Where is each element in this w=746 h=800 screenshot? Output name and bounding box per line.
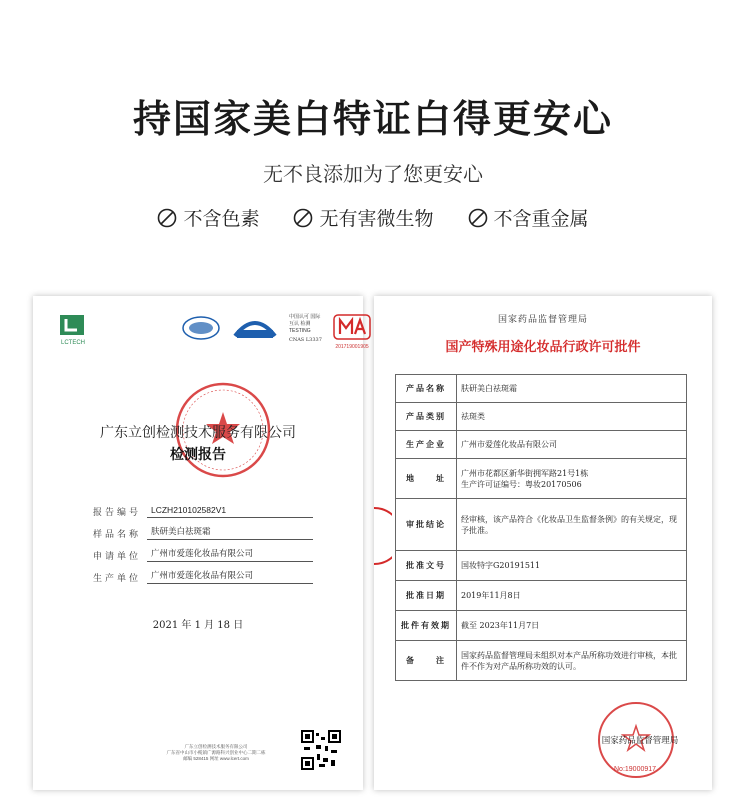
table-row: [396, 581, 687, 611]
lab-name: 广东立创检测技术服务有限公司: [100, 425, 296, 441]
row-value: 国妆特字G20191511: [457, 551, 687, 581]
report-field-row: [93, 518, 313, 540]
field-value: 广州市爱莲化妆品有限公司: [147, 569, 313, 584]
table-row: [396, 551, 687, 581]
row-value: 经审核，该产品符合《化妆品卫生监督条例》的有关规定，现予批准。: [457, 499, 687, 551]
agency-signature: 国家药品监督管理局: [601, 736, 679, 746]
cnas-icon: [231, 314, 279, 342]
row-value: 截至 2023年11月7日: [457, 611, 687, 641]
page-headline: 持国家美白特证白得更安心: [132, 97, 613, 141]
cma-icon: [333, 314, 371, 340]
field-label: 报告编号: [93, 508, 142, 518]
prohibited-icon: [293, 208, 313, 228]
cnas-id: CNAS L3337: [289, 337, 322, 343]
permit-table: [395, 374, 687, 681]
prohibited-icon: [468, 208, 488, 228]
report-field-row: [93, 562, 313, 584]
test-report-document: [33, 296, 369, 790]
cnas-text: 中国认可 国际互认 检测 TESTING: [289, 314, 321, 334]
row-value: 广州市花都区新华街拥军路21号1栋 生产许可证编号：粤妆20170506: [457, 459, 687, 499]
field-label: 样品名称: [93, 530, 142, 540]
table-row: [396, 375, 687, 403]
feature-item: [157, 204, 259, 231]
lctech-logo-text: LCTECH: [60, 340, 85, 346]
row-label: 批准日期: [396, 581, 457, 611]
certification-logos: [181, 314, 371, 350]
report-field-row: [93, 496, 313, 518]
prohibited-icon: [157, 208, 177, 228]
row-label: 备 注: [396, 641, 457, 681]
row-value: 肤研美白祛斑霜: [457, 375, 687, 403]
table-row: [396, 403, 687, 431]
footer-line: 广东省中山市小榄镇广源路科兴创业中心二期二栋: [166, 750, 266, 755]
table-row: [396, 431, 687, 459]
row-value: 国家药品监督管理局未组织对本产品所称功效进行审核，本批件不作为对产品所称功效的认可。: [457, 641, 687, 681]
footer-line: 邮编 528415 网址 www.lcert.com: [183, 756, 249, 761]
field-value: LCZH210102582V1: [147, 505, 313, 518]
row-label: 批准文号: [396, 551, 457, 581]
row-label: 产品类别: [396, 403, 457, 431]
field-value: 广州市爱莲化妆品有限公司: [147, 547, 313, 562]
feature-item: [468, 204, 589, 231]
page-subline: 无不良添加为了您更安心: [263, 162, 483, 186]
table-row: [396, 499, 687, 551]
ilac-mra-icon: [181, 314, 221, 342]
feature-label: 不含重金属: [493, 208, 589, 230]
row-label: 地 址: [396, 459, 457, 499]
report-fields: [93, 496, 313, 584]
row-value: 广州市爱莲化妆品有限公司: [457, 431, 687, 459]
cma-mark: [333, 314, 371, 350]
table-row: [396, 641, 687, 681]
row-label: 审批结论: [396, 499, 457, 551]
row-label: 批件有效期: [396, 611, 457, 641]
row-label: 产品名称: [396, 375, 457, 403]
field-label: 生产单位: [93, 574, 142, 584]
cnas-info: [289, 314, 323, 343]
row-value: 祛斑类: [457, 403, 687, 431]
report-date: 2021 年 1 月 18 日: [152, 620, 244, 631]
permit-agency: 国家药品监督管理局: [497, 315, 588, 325]
field-value: 肤研美白祛斑霜: [147, 525, 313, 540]
permit-document: [374, 296, 712, 790]
report-footer: [141, 744, 291, 762]
lctech-logo: [55, 314, 91, 346]
feature-label: 不含色素: [183, 208, 260, 230]
cma-number: 201719001905: [335, 344, 369, 350]
report-title: 检测报告: [170, 447, 226, 463]
permit-title: 国产特殊用途化妆品行政许可批件: [445, 340, 641, 355]
field-label: 申请单位: [93, 552, 142, 562]
report-field-row: [93, 540, 313, 562]
feature-item: [293, 204, 433, 231]
table-row: [396, 611, 687, 641]
partial-seal-icon: [356, 506, 392, 566]
feature-label: 无有害微生物: [319, 208, 434, 230]
qr-code-icon: [301, 730, 341, 770]
seal-number: No:19000917: [614, 766, 657, 773]
footer-line: 广东立创检测技术服务有限公司: [184, 744, 248, 749]
row-label: 生产企业: [396, 431, 457, 459]
row-value: 2019年11月8日: [457, 581, 687, 611]
lctech-logo-icon: [59, 314, 85, 336]
feature-list: [0, 204, 746, 231]
table-row: [396, 459, 687, 499]
